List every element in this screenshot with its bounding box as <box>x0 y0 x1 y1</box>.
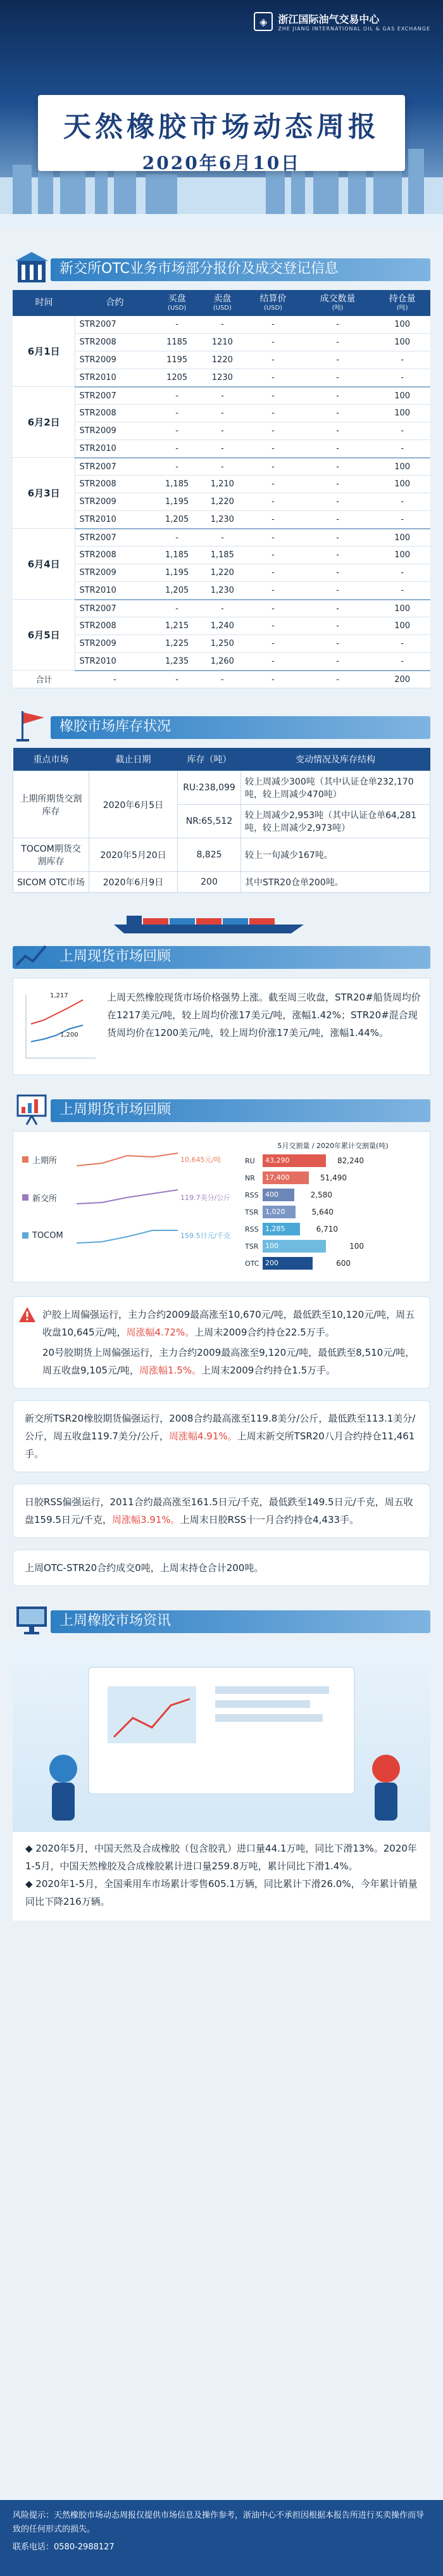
news-text <box>13 1832 430 1921</box>
cell-date: 6月2日 <box>13 387 75 458</box>
cell-value: - <box>245 422 301 440</box>
cell-value: - <box>301 458 375 476</box>
brand-name-cn: 浙江国际油气交易中心 <box>278 13 380 25</box>
cell-date: 2020年6月5日 <box>89 771 178 838</box>
cell-value: - <box>245 387 301 405</box>
cell-value: - <box>245 511 301 529</box>
cell-value: - <box>374 564 430 582</box>
table-row <box>13 546 430 564</box>
cell-value: 100 <box>374 458 430 476</box>
cell-value: 1,185 <box>199 546 245 564</box>
spot-line-str20 <box>31 1000 83 1024</box>
cell-value: 1,185 <box>154 546 200 564</box>
cell-total-value: - <box>154 671 200 688</box>
cell-change: 较上周减少300吨（其中认证仓单232,170吨，较上周减少470吨） <box>241 771 430 805</box>
cell-contract: STR2010 <box>75 653 154 671</box>
cell-value: - <box>245 564 301 582</box>
cell-value: - <box>199 316 245 334</box>
bar-cumulative: 51,490 <box>320 1173 347 1183</box>
cell-value: - <box>199 422 245 440</box>
spot-summary: 上周天然橡胶现货市场价格强势上涨。截至周三收盘，STR20#船货周均价在1217美元/吨，较上周均价涨17美元/吨，涨幅1.42%；STR20#混合现货周均价在1200美元/吨，较上周均价涨17美元/吨，涨幅1.44%。 <box>107 992 421 1039</box>
col-oi: 持仓量 (吨) <box>374 290 430 316</box>
section-futures-title: 上周期货市场回顾 <box>59 1101 172 1118</box>
cell-value: 1,230 <box>199 582 245 600</box>
ship-illustration-wrap <box>13 912 430 937</box>
bar-cumulative: 2,580 <box>310 1190 332 1200</box>
trend-icon <box>13 937 51 973</box>
otc-paragraph: 上周OTC-STR20合约成交0吨，上周末持仓合计200吨。 <box>25 1562 264 1574</box>
col-ask: 卖盘 (USD) <box>199 290 245 316</box>
cell-value: - <box>301 369 375 387</box>
tocom-value: 159.5日元/千克 <box>180 1232 231 1241</box>
table-row <box>13 511 430 529</box>
spot-panel <box>13 978 430 1075</box>
otc-table <box>13 290 430 688</box>
cell-value: 1,225 <box>154 635 200 653</box>
bar-month: 43,290 <box>263 1154 326 1167</box>
cell-contract: STR2008 <box>75 617 154 635</box>
cell-value: - <box>301 493 375 511</box>
cell-value: - <box>374 653 430 671</box>
card-tocom <box>13 1484 430 1538</box>
cell-date: 6月5日 <box>13 600 75 671</box>
cell-contract: STR2009 <box>75 351 154 369</box>
table-row-total <box>13 671 430 688</box>
futures-row-tocom: TOCOM 159.5日元/千克 <box>22 1216 237 1254</box>
cell-value: - <box>154 387 200 405</box>
footer <box>0 2500 443 2576</box>
cell-value: - <box>301 405 375 422</box>
shfe-value: 10,645元/吨 <box>180 1156 222 1165</box>
cell-market: 上期所期货交割库存 <box>13 771 89 838</box>
bar-key: OTC <box>245 1259 259 1268</box>
cell-value: - <box>301 529 375 546</box>
cell-value: - <box>301 582 375 600</box>
bar-key: TSR <box>245 1208 259 1216</box>
delivery-bar-row <box>245 1256 421 1271</box>
shfe-paragraph-b: 20号胶期货上周偏强运行，主力合约2009最高涨至9,120元/吨，最低跌至8,510元/吨，周五收盘9,105元/吨，周涨幅1.5%。上周末2009合约持仓1.5万手。 <box>42 1347 415 1377</box>
cell-value: - <box>245 600 301 617</box>
bar-month: 100 <box>263 1240 326 1253</box>
table-row <box>13 458 430 476</box>
table-row <box>13 635 430 653</box>
cell-change: 其中STR20仓单200吨。 <box>241 872 430 893</box>
logo-mark-icon: ◈ <box>254 12 273 31</box>
cell-value: 1,230 <box>199 511 245 529</box>
cell-value: 1,235 <box>154 653 200 671</box>
table-row <box>13 600 430 617</box>
card-shfe <box>13 1296 430 1389</box>
cell-value: 1,205 <box>154 511 200 529</box>
cell-total-value: - <box>75 671 154 688</box>
section-futures-header <box>13 1090 430 1126</box>
cell-value: - <box>245 617 301 635</box>
cell-value: - <box>301 564 375 582</box>
news-illustration <box>13 1642 430 1832</box>
cell-change: 较上一旬减少167吨。 <box>241 838 430 872</box>
spot-mini-chart <box>22 988 98 1064</box>
cell-value: 1210 <box>199 334 245 351</box>
chart-board-icon <box>13 1090 51 1126</box>
cell-value: - <box>301 511 375 529</box>
cell-value: - <box>245 476 301 493</box>
cell-value: - <box>301 600 375 617</box>
section-inventory-title: 橡胶市场库存状况 <box>59 718 172 735</box>
cell-value: - <box>245 351 301 369</box>
cell-value: - <box>245 529 301 546</box>
bar-cumulative: 6,710 <box>316 1225 338 1234</box>
delivery-bars <box>245 1140 421 1273</box>
cell-value: 1,240 <box>199 617 245 635</box>
col-time: 时间 <box>13 290 75 316</box>
cell-value: - <box>154 529 200 546</box>
cell-change: 较上周减少2,953吨（其中认证仓单64,281吨，较上周减少2,973吨） <box>241 805 430 838</box>
cell-contract: STR2008 <box>75 405 154 422</box>
cell-value: - <box>199 600 245 617</box>
cell-value: 1185 <box>154 334 200 351</box>
title-box <box>38 95 405 174</box>
shfe-dot-icon <box>22 1156 28 1163</box>
cell-value: 100 <box>374 405 430 422</box>
page-title: 天然橡胶市场动态周报 <box>63 111 380 143</box>
cell-value: - <box>154 600 200 617</box>
cell-value: - <box>301 635 375 653</box>
bar-month: 400 <box>263 1189 294 1201</box>
news-panel <box>13 1642 430 1921</box>
cell-contract: STR2008 <box>75 476 154 493</box>
cell-value: - <box>301 476 375 493</box>
cell-value: - <box>374 582 430 600</box>
bar-month: 1,020 <box>263 1206 296 1218</box>
brand-logo <box>254 11 430 32</box>
cell-contract: STR2009 <box>75 635 154 653</box>
bar-month: 17,400 <box>263 1171 309 1184</box>
cell-value: - <box>154 405 200 422</box>
cell-value: 1,215 <box>154 617 200 635</box>
mini-label-bottom: 1,200 <box>60 1032 78 1039</box>
cell-value: - <box>199 387 245 405</box>
cell-value: - <box>154 458 200 476</box>
tocom-dot-icon <box>22 1232 28 1239</box>
cell-value: - <box>245 405 301 422</box>
cell-value: - <box>245 493 301 511</box>
table-row <box>13 440 430 458</box>
cell-contract: STR2010 <box>75 369 154 387</box>
inventory-table-header <box>13 748 430 771</box>
otc-table-body <box>13 316 430 688</box>
cell-market: TOCOM期货交割库存 <box>13 838 89 872</box>
cell-value: - <box>301 546 375 564</box>
cell-stock: NR:65,512 <box>178 805 241 838</box>
cell-stock: 200 <box>178 872 241 893</box>
sgx-paragraph: 新交所TSR20橡胶期货偏强运行，2008合约最高涨至119.8美分/公斤，最低跌至113.1美分/公斤，周五收盘119.7美分/公斤，周涨幅4.91%。上周末新交所TSR20八月合约持仓11,461手。 <box>25 1413 416 1460</box>
news-item: ◆ 2020年5月，中国天然及合成橡胶（包含胶乳）进口量44.1万吨，同比下滑13%。2020年1-5月，中国天然橡胶及合成橡胶累计进口量259.8万吨，累计同比下滑1.4%。 <box>25 1843 417 1872</box>
otc-table-header <box>13 290 430 316</box>
cell-value: 100 <box>374 529 430 546</box>
table-row <box>13 838 430 872</box>
section-spot-header <box>13 937 430 973</box>
cell-value: - <box>301 387 375 405</box>
cell-contract: STR2007 <box>75 458 154 476</box>
cell-value: 100 <box>374 334 430 351</box>
bar-cumulative: 5,640 <box>311 1208 334 1217</box>
section-otc-title: 新交所OTC业务市场部分报价及成交登记信息 <box>59 260 339 277</box>
cell-value: - <box>374 351 430 369</box>
cell-stock: 8,825 <box>178 838 241 872</box>
cell-total-label: 合计 <box>13 671 75 688</box>
delivery-bar-row <box>245 1170 421 1185</box>
brand-name-en: ZHE JIANG INTERNATIONAL OIL & GAS EXCHANGE <box>278 26 430 32</box>
table-row <box>13 476 430 493</box>
page-date: 2020年6月10日 <box>142 153 301 174</box>
cell-market: SICOM OTC市场 <box>13 872 89 893</box>
table-row <box>13 369 430 387</box>
bar-key: TSR <box>245 1242 259 1251</box>
cell-value: 1220 <box>199 351 245 369</box>
table-row <box>13 351 430 369</box>
bar-month: 1,285 <box>263 1223 300 1235</box>
bar-key: RSS <box>245 1190 259 1199</box>
cell-value: 100 <box>374 476 430 493</box>
table-row <box>13 316 430 334</box>
table-row <box>13 334 430 351</box>
col-change: 变动情况及库存结构 <box>241 748 430 771</box>
tocom-paragraph: 日胶RSS偏强运行，2011合约最高涨至161.5日元/千克，最低跌至149.5日元/千克，周五收盘159.5日元/千克，周涨幅3.91%。上周末日胶RSS十一月合约持仓4,433手。 <box>25 1496 413 1526</box>
table-row <box>13 493 430 511</box>
cell-contract: STR2007 <box>75 316 154 334</box>
card-otc <box>13 1550 430 1586</box>
warning-icon <box>18 1306 36 1323</box>
section-inventory-header <box>13 707 430 743</box>
bar-cumulative: 100 <box>349 1242 364 1251</box>
cell-value: - <box>154 440 200 458</box>
cell-contract: STR2008 <box>75 334 154 351</box>
cell-value: 1,185 <box>154 476 200 493</box>
cell-contract: STR2009 <box>75 564 154 582</box>
col-stock: 库存（吨） <box>178 748 241 771</box>
cell-value: - <box>245 316 301 334</box>
cell-value: - <box>374 422 430 440</box>
cell-contract: STR2010 <box>75 582 154 600</box>
cell-value: - <box>301 334 375 351</box>
contact-phone: 联系电话：0580-2988127 <box>13 2542 115 2552</box>
cargo-ship-icon <box>13 912 430 937</box>
cell-value: - <box>374 440 430 458</box>
futures-lines <box>22 1140 237 1273</box>
cell-value: - <box>154 316 200 334</box>
cell-value: - <box>374 511 430 529</box>
sgx-dot-icon <box>22 1194 28 1201</box>
cell-value: 1,220 <box>199 493 245 511</box>
cell-value: - <box>245 458 301 476</box>
cell-contract: STR2007 <box>75 600 154 617</box>
cell-date: 6月1日 <box>13 316 75 387</box>
cell-value: - <box>245 582 301 600</box>
cell-date: 2020年5月20日 <box>89 838 178 872</box>
otc-table-wrap <box>13 290 430 688</box>
cell-value: 1195 <box>154 351 200 369</box>
flag-icon <box>13 707 51 743</box>
col-settle: 结算价 (USD) <box>245 290 301 316</box>
cell-value: 1,205 <box>154 582 200 600</box>
cell-total-value: 200 <box>374 671 430 688</box>
cell-value: 1,210 <box>199 476 245 493</box>
card-sgx <box>13 1400 430 1472</box>
cell-contract: STR2007 <box>75 529 154 546</box>
news-item: ◆ 2020年1-5月，全国乘用车市场累计零售605.1万辆，同比累计下滑26.0%，今年累计销量同比下降216万辆。 <box>25 1878 418 1908</box>
cell-value: - <box>301 440 375 458</box>
table-row <box>13 771 430 805</box>
cell-value: - <box>245 635 301 653</box>
cell-value: 100 <box>374 387 430 405</box>
cell-value: - <box>301 351 375 369</box>
col-volume: 成交数量 (吨) <box>301 290 375 316</box>
table-row <box>13 582 430 600</box>
cell-value: - <box>199 405 245 422</box>
bar-month: 200 <box>263 1257 313 1270</box>
table-row <box>13 422 430 440</box>
futures-row-shfe: 上期所 10,645元/吨 <box>22 1140 237 1178</box>
cell-value: 1,195 <box>154 493 200 511</box>
tocom-line <box>77 1223 178 1248</box>
cell-value: 100 <box>374 617 430 635</box>
people-desk-icon <box>13 1642 430 1832</box>
sgx-line <box>77 1185 178 1210</box>
futures-row-sgx: 新交所 119.7美分/公斤 <box>22 1178 237 1216</box>
cell-value: 100 <box>374 600 430 617</box>
col-contract: 合约 <box>75 290 154 316</box>
inventory-table-wrap <box>13 748 430 893</box>
cell-value: 100 <box>374 546 430 564</box>
cell-value: - <box>301 653 375 671</box>
col-date: 截止日期 <box>89 748 178 771</box>
building-icon <box>13 249 51 285</box>
cell-contract: STR2009 <box>75 422 154 440</box>
cell-date: 6月3日 <box>13 458 75 529</box>
cell-value: - <box>374 493 430 511</box>
cell-value: - <box>245 334 301 351</box>
cell-value: - <box>301 422 375 440</box>
bar-cumulative: 600 <box>336 1259 351 1268</box>
cell-total-value: - <box>301 671 375 688</box>
delivery-bar-row <box>245 1153 421 1168</box>
table-row <box>13 387 430 405</box>
cell-value: 1,195 <box>154 564 200 582</box>
table-row <box>13 405 430 422</box>
cell-value: 1,250 <box>199 635 245 653</box>
section-otc-header <box>13 249 430 285</box>
cell-value: - <box>245 440 301 458</box>
col-market: 重点市场 <box>13 748 89 771</box>
bar-key: RSS <box>245 1225 259 1234</box>
bar-key: RU <box>245 1156 255 1165</box>
futures-panel <box>13 1131 430 1282</box>
cell-value: - <box>374 369 430 387</box>
section-news-header <box>13 1601 430 1637</box>
monitor-icon <box>13 1601 51 1637</box>
cell-contract: STR2010 <box>75 440 154 458</box>
cell-value: - <box>199 440 245 458</box>
sgx-value: 119.7美分/公斤 <box>180 1194 231 1203</box>
col-bid: 买盘 (USD) <box>154 290 200 316</box>
cell-value: 100 <box>374 316 430 334</box>
table-row <box>13 529 430 546</box>
cell-value: - <box>374 635 430 653</box>
hero-banner <box>0 0 443 228</box>
section-news-title: 上周橡胶市场资讯 <box>59 1612 172 1629</box>
cell-value: - <box>301 617 375 635</box>
cell-date: 6月4日 <box>13 529 75 600</box>
cell-value: 1,260 <box>199 653 245 671</box>
cell-value: - <box>245 546 301 564</box>
cell-value: - <box>245 653 301 671</box>
cell-contract: STR2010 <box>75 511 154 529</box>
cell-value: - <box>199 458 245 476</box>
delivery-bar-row <box>245 1187 421 1203</box>
table-row <box>13 872 430 893</box>
cell-total-value: - <box>245 671 301 688</box>
bar-cumulative: 82,240 <box>337 1156 364 1166</box>
delivery-title: 5月交割量 / 2020年累计交割量(吨) <box>277 1142 389 1151</box>
cell-stock: RU:238,099 <box>178 771 241 805</box>
delivery-bar-row <box>245 1222 421 1237</box>
cell-value: 1205 <box>154 369 200 387</box>
table-row <box>13 653 430 671</box>
delivery-bar-row <box>245 1204 421 1220</box>
cell-date: 2020年6月9日 <box>89 872 178 893</box>
section-spot-title: 上周现货市场回顾 <box>59 948 172 964</box>
cell-total-value: - <box>199 671 245 688</box>
table-row <box>13 564 430 582</box>
cell-value: - <box>199 529 245 546</box>
cell-contract: STR2009 <box>75 493 154 511</box>
bar-key: NR <box>245 1173 255 1182</box>
mini-label-top: 1,217 <box>50 992 68 1000</box>
shfe-paragraph-a: 沪胶上周偏强运行，主力合约2009最高涨至10,670元/吨，最低跌至10,120元/吨，周五收盘10,645元/吨，周涨幅4.72%。上周末2009合约持仓22.5万手。 <box>42 1309 415 1339</box>
cell-contract: STR2007 <box>75 387 154 405</box>
table-row <box>13 617 430 635</box>
inventory-table <box>13 748 430 893</box>
cell-value: 1,220 <box>199 564 245 582</box>
shfe-line <box>77 1147 178 1172</box>
cell-value: - <box>245 369 301 387</box>
cell-contract: STR2008 <box>75 546 154 564</box>
cell-value: - <box>301 316 375 334</box>
cell-value: 1230 <box>199 369 245 387</box>
risk-note: 风险提示：天然橡胶市场动态周报仅提供市场信息及操作参考，浙油中心不承担因根据本报告所进行买卖操作而导致的任何形式的损失。 <box>13 2511 425 2534</box>
cell-value: - <box>154 422 200 440</box>
delivery-bar-row <box>245 1239 421 1254</box>
